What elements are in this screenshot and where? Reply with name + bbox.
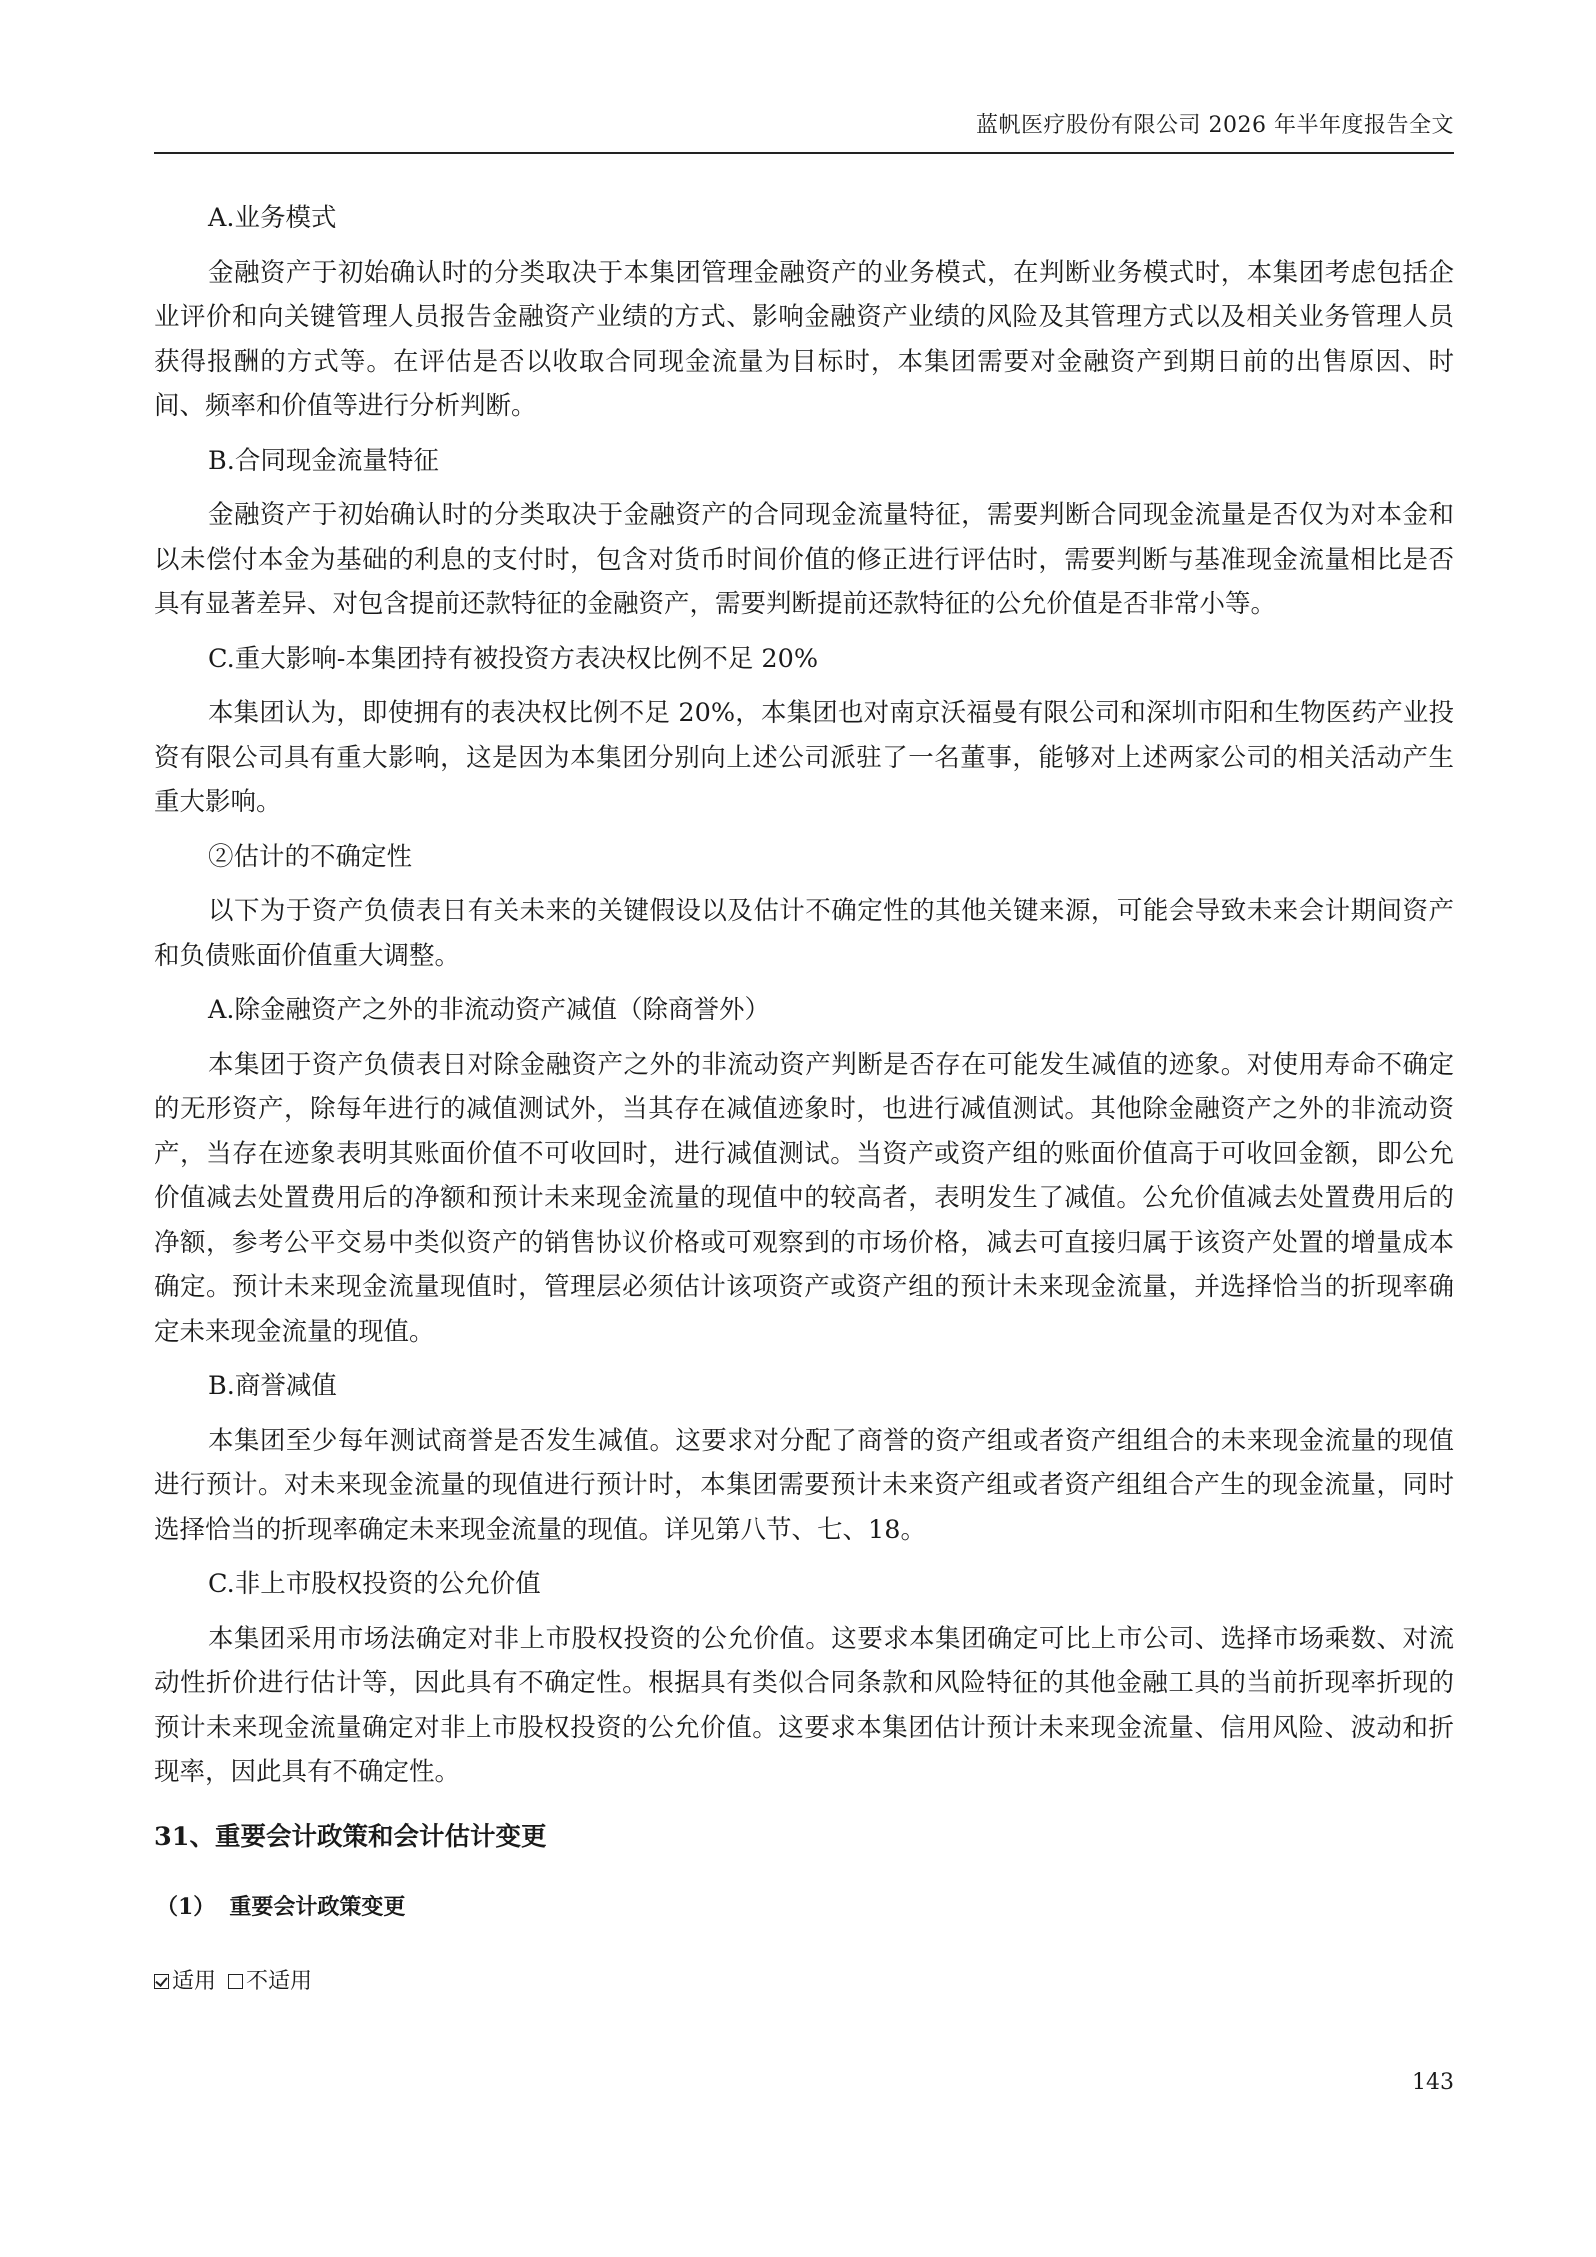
body-paragraph: 本集团至少每年测试商誉是否发生减值。这要求对分配了商誉的资产组或者资产组组合的未来现金流量的现值进行预计。对未来现金流量的现值进行预计时，本集团需要预计未来资产组或者资产组组合产生的现金流量，同时选择恰当的折现率确定未来现金流量的现值。详见第八节、七、18。 [154, 1425, 1454, 1545]
applicability-options [154, 1960, 1454, 2005]
sections-container [154, 196, 1454, 1795]
header-divider [154, 152, 1454, 154]
option-applicable [154, 1960, 216, 2005]
body-paragraph: 本集团于资产负债表日对除金融资产之外的非流动资产判断是否存在可能发生减值的迹象。对使用寿命不确定的无形资产，除每年进行的减值测试外，当其存在减值迹象时，也进行减值测试。其他除金融资产之外的非流动资产，当存在迹象表明其账面价值不可收回时，进行减值测试。当资产或资产组的账面价值高于可收回金额，即公允价值减去处置费用后的净额和预计未来现金流量的现值中的较高者，表明发生了减值。公允价值减去处置费用后的净额，参考公平交易中类似资产的销售协议价格或可观察到的市场价格，减去可直接归属于该资产处置的增量成本确定。预计未来现金流量现值时，管理层必须估计该项资产或资产组的预计未来现金流量，并选择恰当的折现率确定未来现金流量的现值。 [154, 1049, 1454, 1347]
option-applicable-label: 适用 [172, 1968, 217, 1994]
subsection-label: B.商誉减值 [208, 1371, 337, 1401]
option-not-applicable-label: 不适用 [246, 1968, 313, 1994]
subsection-label: A.业务模式 [208, 203, 337, 233]
subsection-label: C.非上市股权投资的公允价值 [208, 1569, 541, 1599]
subsection-number: （1） [156, 1894, 216, 1920]
subsection-label: C.重大影响-本集团持有被投资方表决权比例不足 20% [208, 643, 819, 674]
body-paragraph: 金融资产于初始确认时的分类取决于本集团管理金融资产的业务模式，在判断业务模式时，本集团考虑包括企业评价和向关键管理人员报告金融资产业绩的方式、影响金融资产业绩的风险及其管理方式以及相关业务管理人员获得报酬的方式等。在评估是否以收取合同现金流量为目标时，本集团需要对金融资产到期日前的出售原因、时间、频率和价值等进行分析判断。 [154, 257, 1454, 421]
option-not-applicable [228, 1960, 312, 2005]
subsection-title: 重要会计政策变更 [229, 1894, 406, 1920]
page-number: 143 [1412, 2070, 1454, 2095]
empty-box-icon [228, 1974, 243, 1989]
document-body [154, 196, 1454, 2004]
checked-box-icon [154, 1974, 169, 1989]
body-paragraph: 本集团采用市场法确定对非上市股权投资的公允价值。这要求本集团确定可比上市公司、选择市场乘数、对流动性折价进行估计等，因此具有不确定性。根据具有类似合同条款和风险特征的其他金融工具的当前折现率折现的预计未来现金流量确定对非上市股权投资的公允价值。这要求本集团估计预计未来现金流量、信用风险、波动和折现率，因此具有不确定性。 [154, 1623, 1454, 1787]
section-31-heading: 31、重要会计政策和会计估计变更 [154, 1821, 547, 1852]
subsection-label: ②估计的不确定性 [208, 841, 413, 872]
subsection-label: A.除金融资产之外的非流动资产减值（除商誉外） [208, 995, 771, 1025]
body-paragraph: 本集团认为，即使拥有的表决权比例不足 20%，本集团也对南京沃福曼有限公司和深圳市阳和生物医药产业投资有限公司具有重大影响，这是因为本集团分别向上述公司派驻了一名董事，能够对上述两家公司的相关活动产生重大影响。 [154, 698, 1454, 817]
subsection-heading [156, 1885, 1454, 1930]
body-paragraph: 金融资产于初始确认时的分类取决于金融资产的合同现金流量特征，需要判断合同现金流量是否仅为对本金和以未偿付本金为基础的利息的支付时，包含对货币时间价值的修正进行评估时，需要判断与基准现金流量相比是否具有显著差异、对包含提前还款特征的金融资产，需要判断提前还款特征的公允价值是否非常小等。 [154, 500, 1454, 619]
subsection-label: B.合同现金流量特征 [208, 445, 439, 476]
body-paragraph: 以下为于资产负债表日有关未来的关键假设以及估计不确定性的其他关键来源，可能会导致未来会计期间资产和负债账面价值重大调整。 [154, 896, 1454, 971]
report-header-title: 蓝帆医疗股份有限公司 2026 年半年度报告全文 [976, 113, 1454, 138]
